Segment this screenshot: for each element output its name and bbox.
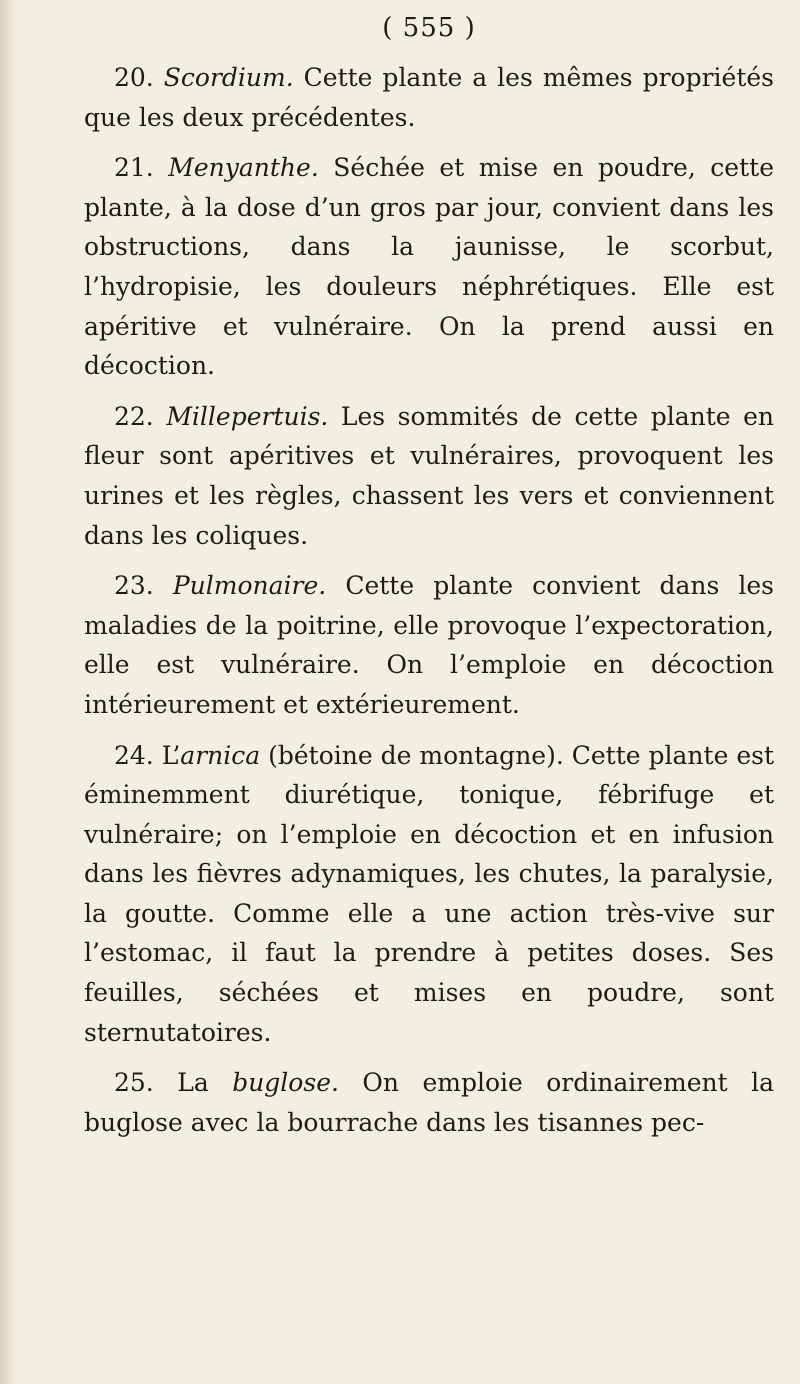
entry-number: 24. bbox=[114, 740, 154, 770]
page-number: ( 555 ) bbox=[382, 13, 476, 43]
entry-text: On emploie ordinairement la buglose avec la bourrache dans les tisannes pec- bbox=[84, 1068, 775, 1137]
page-spine-shadow bbox=[0, 0, 18, 1384]
book-page bbox=[84, 6, 774, 1153]
entry-prefix: La bbox=[177, 1068, 233, 1098]
entry-number: 25. bbox=[114, 1068, 154, 1098]
entry-arnica bbox=[84, 736, 774, 1053]
entry-term: Menyanthe. bbox=[168, 153, 319, 183]
entry-number: 20. bbox=[114, 63, 154, 92]
entry-term: Millepertuis. bbox=[166, 401, 329, 431]
entry-scordium bbox=[84, 58, 774, 137]
entry-buglose bbox=[84, 1063, 774, 1142]
entry-term: buglose. bbox=[232, 1068, 339, 1098]
entry-term: Pulmonaire. bbox=[172, 571, 327, 601]
entry-text: Séchée et mise en poudre, cette plante, à la dose d’un gros par jour, convient dans les obstructions, dans la jaunisse, le scorbut, l’hydropisie, les douleurs néphrétiques. Elle est apéritive et vulnéraire. On la prend aussi en décoction. bbox=[84, 153, 774, 381]
entry-menyanthe bbox=[84, 148, 774, 386]
entry-text: Cette plante convient dans les maladies de la poitrine, elle provoque l’expectoration, elle est vulnéraire. On l’emploie en décoction intérieurement et extérieurement. bbox=[84, 571, 774, 719]
entry-text: Cette plante a les mêmes propriétés que les deux précédentes. bbox=[84, 63, 774, 132]
entry-millepertuis bbox=[84, 397, 774, 555]
entry-prefix: L’ bbox=[161, 740, 181, 770]
entry-pulmonaire bbox=[84, 566, 774, 724]
entry-term: arnica bbox=[180, 740, 261, 770]
entry-number: 21. bbox=[114, 153, 154, 183]
entry-text: (bétoine de montagne). Cette plante est éminemment diurétique, tonique, fébrifuge et vulnéraire; on l’emploie en décoction et en infusion dans les fièvres adynamiques, les chutes, la paralysie, la goutte. Comme elle a une action très-vive sur l’estomac, il faut la prendre à petites doses. Ses feuilles, séchées et mises en poudre, sont sternutatoires. bbox=[84, 740, 774, 1047]
entry-number: 23. bbox=[114, 571, 154, 601]
entry-text: Les sommités de cette plante en fleur sont apéritives et vulnéraires, provoquent les urines et les règles, chassent les vers et conviennent dans les coliques. bbox=[84, 401, 775, 550]
entry-term: Scordium. bbox=[163, 63, 294, 92]
entry-number: 22. bbox=[114, 401, 154, 431]
